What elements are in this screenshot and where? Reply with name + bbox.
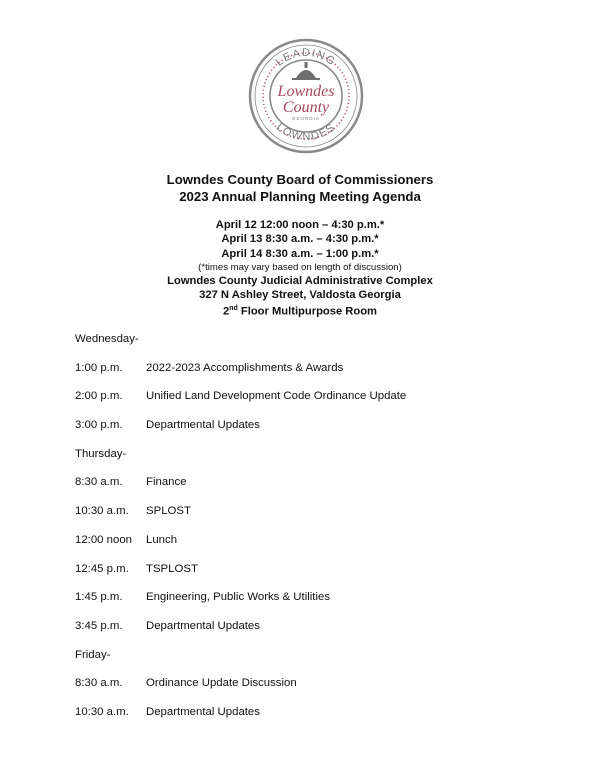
meeting-dates (0, 218, 600, 320)
agenda-row (75, 531, 555, 560)
agenda-row (75, 387, 555, 416)
room (0, 302, 600, 319)
svg-text:LEADING: LEADING (273, 46, 339, 69)
address: 327 N Ashley Street, Valdosta Georgia (199, 289, 401, 302)
agenda-time: 3:00 p.m. (75, 419, 123, 432)
seal-icon (248, 38, 364, 154)
agenda-header (0, 171, 600, 320)
agenda-row (75, 560, 555, 589)
agenda-row (75, 359, 555, 388)
agenda-time: 10:30 a.m. (75, 505, 129, 518)
svg-text:GEORGIA: GEORGIA (291, 116, 321, 121)
day-heading-friday: Friday- (75, 648, 111, 661)
date-april-13: April 13 8:30 a.m. – 4:30 p.m.* (221, 233, 379, 246)
agenda-time: 8:30 a.m. (75, 677, 123, 690)
agenda-topic: Ordinance Update Discussion (146, 677, 297, 690)
agenda-row (75, 617, 555, 646)
agenda-time: 3:45 p.m. (75, 619, 123, 632)
room-ordinal: 2 (222, 306, 230, 319)
agenda-topic: Engineering, Public Works & Utilities (146, 591, 331, 604)
room-ordinal-suffix: nd (229, 305, 238, 313)
room-rest: Floor Multipurpose Room (237, 306, 377, 319)
agenda-row (75, 674, 555, 703)
date-april-14: April 14 8:30 a.m. – 1:00 p.m.* (221, 247, 379, 260)
times-note: (*times may vary based on length of discussion) (198, 261, 402, 273)
venue: Lowndes County Judicial Administrative Complex (167, 274, 433, 287)
agenda-row (75, 502, 555, 531)
svg-text:LOWNDES: LOWNDES (273, 121, 339, 144)
agenda-row (75, 703, 555, 732)
day-heading-wednesday: Wednesday- (75, 333, 139, 345)
agenda-topic: Departmental Updates (146, 705, 260, 718)
agenda-time: 12:00 noon (75, 533, 133, 546)
svg-text:Lowndes: Lowndes (277, 83, 335, 100)
agenda-topic: Finance (146, 476, 187, 489)
agenda-row (75, 588, 555, 617)
day-heading-thursday: Thursday- (75, 447, 127, 460)
agenda-topic: Departmental Updates (146, 619, 260, 632)
date-april-12: April 12 12:00 noon – 4:30 p.m.* (215, 219, 385, 231)
agenda-topic: Unified Land Development Code Ordinance Update (146, 390, 407, 403)
agenda-topic: SPLOST (146, 505, 191, 518)
agenda-row (75, 416, 555, 445)
title-line-1: Lowndes County Board of Commissioners (166, 172, 434, 187)
title-line-2: 2023 Annual Planning Meeting Agenda (179, 189, 421, 204)
svg-text:County: County (282, 99, 330, 116)
agenda-topic: Lunch (146, 533, 178, 546)
agenda-time: 1:45 p.m. (75, 591, 123, 604)
agenda-topic: 2022-2023 Accomplishments & Awards (146, 361, 344, 374)
agenda-time: 1:00 p.m. (75, 361, 123, 374)
agenda-schedule (75, 330, 555, 732)
agenda-time: 2:00 p.m. (75, 390, 123, 403)
agenda-time: 10:30 a.m. (75, 705, 129, 718)
agenda-time: 8:30 a.m. (75, 476, 123, 489)
agenda-time: 12:45 p.m. (75, 562, 129, 575)
agenda-row (75, 473, 555, 502)
lowndes-county-seal-logo (248, 38, 364, 154)
agenda-topic: Departmental Updates (146, 419, 260, 432)
agenda-topic: TSPLOST (146, 562, 198, 575)
